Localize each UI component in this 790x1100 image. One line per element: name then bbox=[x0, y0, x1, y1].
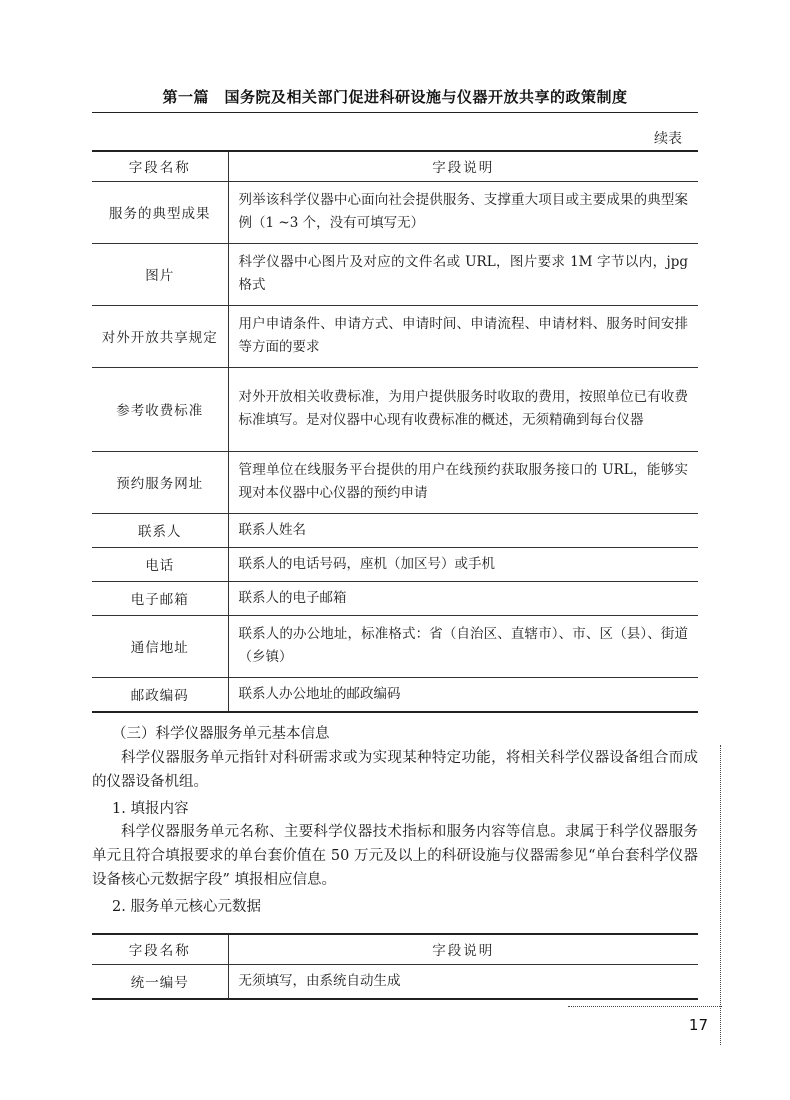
field-name: 电话 bbox=[92, 547, 228, 581]
dotted-guide-horizontal bbox=[568, 1006, 722, 1007]
field-name: 联系人 bbox=[92, 513, 228, 547]
table-row bbox=[92, 243, 698, 305]
table-row bbox=[92, 964, 698, 999]
field-desc: 管理单位在线服务平台提供的用户在线预约获取服务接口的 URL，能够实现对本仪器中心仪器的预约申请 bbox=[228, 451, 698, 513]
header-rule bbox=[92, 112, 698, 113]
field-name: 通信地址 bbox=[92, 615, 228, 677]
table-row bbox=[92, 547, 698, 581]
field-desc: 对外开放相关收费标准，为用户提供服务时收取的费用，按照单位已有收费标准填写。是对仪器中心现有收费标准的概述，无须精确到每台仪器 bbox=[228, 367, 698, 451]
table-row bbox=[92, 677, 698, 712]
sub-heading: 1. 填报内容 bbox=[112, 801, 189, 817]
body-paragraph: 科学仪器服务单元名称、主要科学仪器技术指标和服务内容等信息。隶属于科学仪器服务单元且符合填报要求的单台套价值在 50 万元及以上的科研设施与仪器需参见“单台套科学仪器设备核心元数据字段” 填报相应信息。 bbox=[92, 824, 698, 888]
table-row bbox=[92, 367, 698, 451]
field-name: 电子邮箱 bbox=[92, 581, 228, 615]
table-row bbox=[92, 615, 698, 677]
field-name: 图片 bbox=[92, 243, 228, 305]
field-table-continued bbox=[92, 150, 698, 713]
sub-heading: 2. 服务单元核心元数据 bbox=[112, 899, 261, 915]
field-desc: 联系人的办公地址，标准格式：省（自治区、直辖市）、市、区（县）、街道（乡镇） bbox=[228, 615, 698, 677]
field-desc: 联系人办公地址的邮政编码 bbox=[228, 677, 698, 712]
table-header-row bbox=[92, 934, 698, 964]
field-name: 预约服务网址 bbox=[92, 451, 228, 513]
field-desc: 联系人姓名 bbox=[228, 513, 698, 547]
table-row bbox=[92, 305, 698, 367]
column-header-field-name: 字段名称 bbox=[92, 151, 228, 181]
field-desc: 联系人的电子邮箱 bbox=[228, 581, 698, 615]
field-desc: 列举该科学仪器中心面向社会提供服务、支撑重大项目或主要成果的典型案例（1 ~3 个，没有可填写无） bbox=[228, 181, 698, 243]
field-name: 服务的典型成果 bbox=[92, 181, 228, 243]
table-row bbox=[92, 581, 698, 615]
field-desc: 用户申请条件、申请方式、申请时间、申请流程、申请材料、服务时间安排等方面的要求 bbox=[228, 305, 698, 367]
field-name: 统一编号 bbox=[92, 964, 228, 999]
field-name: 参考收费标准 bbox=[92, 367, 228, 451]
body-paragraph: 科学仪器服务单元指针对科研需求或为实现某种特定功能，将相关科学仪器设备组合而成的仪器设备机组。 bbox=[92, 750, 698, 790]
page-number: 17 bbox=[688, 1016, 708, 1034]
field-desc: 无须填写，由系统自动生成 bbox=[228, 964, 698, 999]
section-heading: （三）科学仪器服务单元基本信息 bbox=[112, 726, 330, 742]
table-row bbox=[92, 451, 698, 513]
field-name: 对外开放共享规定 bbox=[92, 305, 228, 367]
running-header: 第一篇 国务院及相关部门促进科研设施与仪器开放共享的政策制度 bbox=[162, 88, 628, 106]
table-continued-label: 续表 bbox=[654, 131, 682, 147]
dotted-guide-vertical bbox=[720, 745, 721, 1045]
column-header-field-desc: 字段说明 bbox=[228, 934, 698, 964]
table-row bbox=[92, 181, 698, 243]
field-desc: 联系人的电话号码，座机（加区号）或手机 bbox=[228, 547, 698, 581]
table-row bbox=[92, 513, 698, 547]
field-name: 邮政编码 bbox=[92, 677, 228, 712]
field-desc: 科学仪器中心图片及对应的文件名或 URL，图片要求 1M 字节以内，jpg 格式 bbox=[228, 243, 698, 305]
table-header-row bbox=[92, 151, 698, 181]
column-header-field-desc: 字段说明 bbox=[228, 151, 698, 181]
field-table-service-unit bbox=[92, 933, 698, 1000]
column-header-field-name: 字段名称 bbox=[92, 934, 228, 964]
